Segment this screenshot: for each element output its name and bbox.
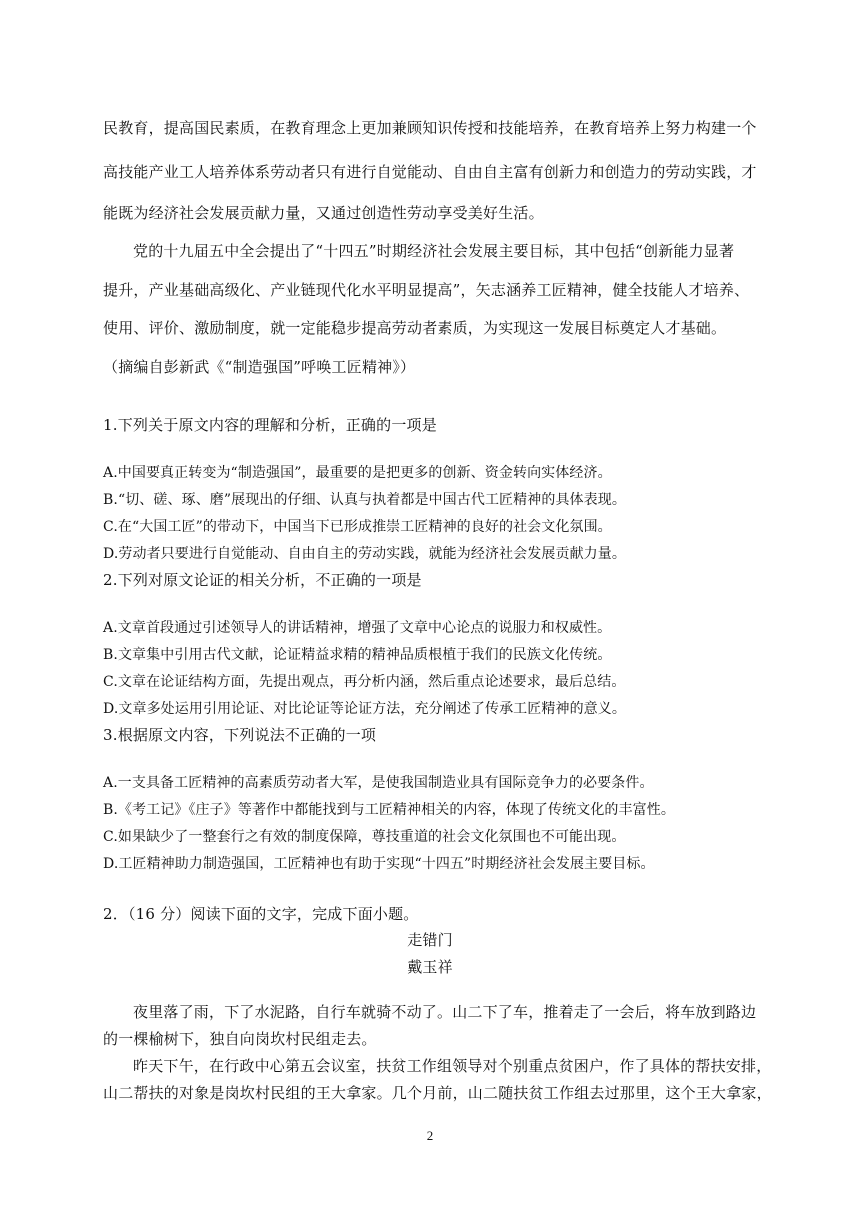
question-1-option-a: A.中国要真正转变为“制造强国”，最重要的是把更多的创新、资金转向实体经济。 xyxy=(103,465,612,481)
body-text-line: 使用、评价、激励制度，就一定能稳步提高劳动者素质，为实现这一发展目标奠定人才基础。 xyxy=(103,319,727,337)
question-2-option-c: C.文章在论证结构方面，先提出观点，再分析内涵，然后重点论述要求，最后总结。 xyxy=(103,674,626,690)
body-text-line: 民教育，提高国民素质，在教育理念上更加兼顾知识传授和技能培养，在教育培养上努力构建一个 xyxy=(103,119,757,137)
section-2-heading: 2．（16 分）阅读下面的文字，完成下面小题。 xyxy=(103,905,419,923)
question-3-option-a: A.一支具备工匠精神的高素质劳动者大军，是使我国制造业具有国际竞争力的必要条件。 xyxy=(103,775,654,791)
question-3-option-b: B.《考工记》《庄子》等著作中都能找到与工匠精神相关的内容，体现了传统文化的丰富性。 xyxy=(103,802,675,818)
question-3-option-d: D.工匠精神助力制造强国，工匠精神也有助于实现“十四五”时期经济社会发展主要目标。 xyxy=(103,856,655,872)
body-text-line: 提升，产业基础高级化、产业链现代化水平明显提高”，矢志涵养工匠精神，健全技能人才培养、 xyxy=(103,281,750,299)
body-text-line: 高技能产业工人培养体系劳动者只有进行自觉能动、自由自主富有创新力和创造力的劳动实践，才 xyxy=(103,163,757,181)
story-paragraph-line: 夜里落了雨，下了水泥路，自行车就骑不动了。山二下了车，推着走了一会后，将车放到路边 xyxy=(133,1003,757,1021)
question-2-option-a: A.文章首段通过引述领导人的讲话精神，增强了文章中心论点的说服力和权威性。 xyxy=(103,620,612,636)
story-paragraph-line: 的一棵榆树下，独自向岗坎村民组走去。 xyxy=(103,1030,377,1048)
question-1-option-c: C.在“大国工匠”的带动下，中国当下已形成推崇工匠精神的良好的社会文化氛围。 xyxy=(103,519,612,535)
question-2-stem: 2.下列对原文论证的相关分析，不正确的一项是 xyxy=(103,571,422,589)
page-number: 2 xyxy=(426,1128,434,1143)
question-3-option-c: C.如果缺少了一整套行之有效的制度保障，尊技重道的社会文化氛围也不可能出现。 xyxy=(103,829,626,845)
question-1-stem: 1.下列关于原文内容的理解和分析，正确的一项是 xyxy=(103,416,437,434)
story-title: 走错门 xyxy=(407,931,453,949)
question-2-option-b: B.文章集中引用古代文献，论证精益求精的精神品质根植于我们的民族文化传统。 xyxy=(103,647,612,663)
story-paragraph-line: 山二帮扶的对象是岗坎村民组的王大拿家。几个月前，山二随扶贫工作组去过那里，这个王大拿家， xyxy=(103,1084,772,1102)
source-citation: （摘编自彭新武《“制造强国”呼唤工匠精神》） xyxy=(103,358,416,376)
question-1-option-d: D.劳动者只要进行自觉能动、自由自主的劳动实践，就能为经济社会发展贡献力量。 xyxy=(103,546,626,562)
question-3-stem: 3.根据原文内容，下列说法不正确的一项 xyxy=(103,726,377,744)
question-2-option-d: D.文章多处运用引用论证、对比论证等论证方法，充分阐述了传承工匠精神的意义。 xyxy=(103,701,626,717)
question-1-option-b: B.“切、磋、琢、磨”展现出的仔细、认真与执着都是中国古代工匠精神的具体表现。 xyxy=(103,492,626,508)
story-author: 戴玉祥 xyxy=(407,958,453,976)
body-text-line: 党的十九届五中全会提出了“十四五”时期经济社会发展主要目标，其中包括“创新能力显著 xyxy=(133,242,735,260)
story-paragraph-line: 昨天下午，在行政中心第五会议室，扶贫工作组领导对个别重点贫困户，作了具体的帮扶安排， xyxy=(133,1057,772,1075)
body-text-line: 能既为经济社会发展贡献力量，又通过创造性劳动享受美好生活。 xyxy=(103,204,544,222)
